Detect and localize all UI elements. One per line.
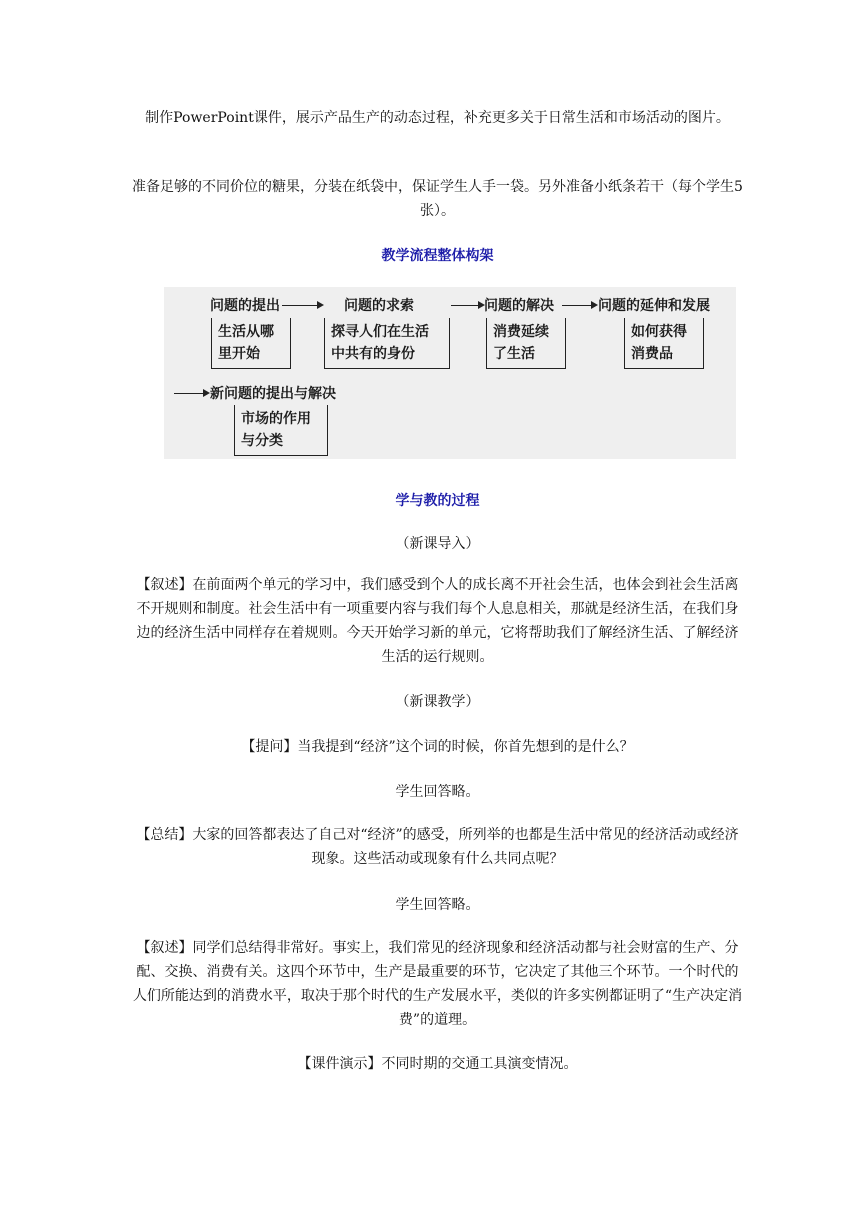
flow-stage-3-box-line2: 了生活	[493, 346, 535, 362]
summary-paragraph: 【总结】大家的回答都表达了自己对“经济”的感受，所列举的也都是生活中常见的经济活动或经济现象。这些活动或现象有什么共同点呢？	[136, 827, 739, 867]
flow-stage-1-box-line1: 生活从哪	[218, 324, 274, 340]
new-lesson-intro-label: （新课导入）	[395, 536, 480, 552]
flow-stage-1-box	[211, 318, 291, 369]
narration-paragraph-2: 【叙述】同学们总结得非常好。事实上，我们常见的经济现象和经济活动都与社会财富的生产、分配、交换、消费有关。这四个环节中，生产是最重要的环节，它决定了其他三个环节。一个时代的人们所能达到的消费水平，取决于那个时代的生产发展水平，类似的许多实例都证明了“生产决定消费”的道理。	[132, 940, 743, 1028]
flow-stage-4-box	[624, 318, 704, 369]
flow-stage-4-box-line1: 如何获得	[631, 324, 687, 340]
flow-arrow-1	[282, 305, 322, 306]
preparation-paragraph-2: 准备足够的不同价位的糖果，分装在纸袋中，保证学生人手一袋。另外准备小纸条若干（每个学生5张）。	[132, 179, 743, 219]
flow-stage-2-box-line2: 中共有的身份	[331, 346, 415, 362]
flow-arrow-4	[174, 393, 208, 394]
flow-stage-5-box-line2: 与分类	[241, 433, 283, 449]
flow-stage-3-box	[486, 318, 566, 369]
flow-stage-5-box	[234, 405, 328, 456]
flow-stage-1-box-line2: 里开始	[218, 346, 260, 362]
flow-stage-4-label: 问题的延伸和发展	[598, 298, 710, 314]
flow-stage-5-label: 新问题的提出与解决	[210, 386, 336, 402]
flow-stage-2-box-line1: 探寻人们在生活	[331, 324, 429, 340]
flowchart-figure	[164, 287, 736, 459]
process-heading: 学与教的过程	[395, 493, 480, 509]
flow-arrow-3	[562, 305, 596, 306]
flow-stage-2-label: 问题的求索	[344, 298, 414, 314]
new-lesson-teaching-label: （新课教学）	[395, 694, 480, 710]
question-paragraph: 【提问】当我提到“经济”这个词的时候，你首先想到的是什么？	[241, 739, 634, 755]
flow-arrow-2	[451, 305, 483, 306]
courseware-demo-paragraph: 【课件演示】不同时期的交通工具演变情况。	[297, 1056, 578, 1072]
narration-paragraph-1: 【叙述】在前面两个单元的学习中，我们感受到个人的成长离不开社会生活，也体会到社会生活离不开规则和制度。社会生活中有一项重要内容与我们每个人息息相关，那就是经济生活，在我们身边的经济生活中同样存在着规则。今天开始学习新的单元，它将帮助我们了解经济生活、了解经济生活的运行规则。	[136, 577, 739, 665]
preparation-paragraph-1: 制作PowerPoint课件，展示产品生产的动态过程，补充更多关于日常生活和市场活动的图片。	[145, 110, 730, 126]
framework-heading: 教学流程整体构架	[381, 248, 494, 264]
flow-stage-3-box-line1: 消费延续	[493, 324, 549, 340]
flow-stage-3-label: 问题的解决	[484, 298, 554, 314]
flow-stage-4-box-line2: 消费品	[631, 346, 673, 362]
flow-stage-2-box	[324, 318, 450, 369]
flow-stage-1-label: 问题的提出	[210, 298, 280, 314]
student-answer-2: 学生回答略。	[395, 897, 480, 913]
flow-stage-5-box-line1: 市场的作用	[241, 411, 311, 427]
student-answer-1: 学生回答略。	[395, 784, 480, 800]
